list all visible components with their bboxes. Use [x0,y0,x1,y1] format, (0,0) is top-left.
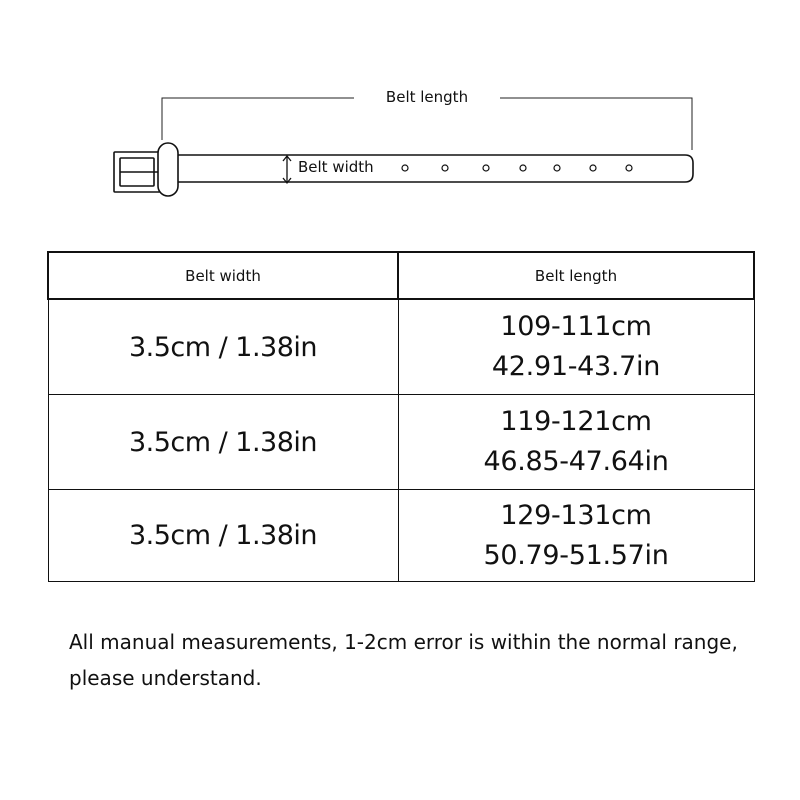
table-row [48,299,754,395]
header-belt-width: Belt width [48,252,398,299]
belt-width-label: Belt width [298,158,378,176]
header-belt-length: Belt length [398,252,754,299]
buckle-icon [114,152,160,192]
belt-diagram [0,0,800,230]
belt-hole [626,165,632,171]
length-in: 50.79-51.57in [483,539,669,571]
belt-hole [554,165,560,171]
length-in: 42.91-43.7in [491,351,661,382]
belt-strap [176,155,693,182]
length-cell [398,299,754,395]
belt-hole [520,165,526,171]
table-row [48,490,754,582]
width-cell: 3.5cm / 1.38in [48,395,398,490]
length-cell [398,490,754,582]
length-cm: 129-131cm [500,499,652,531]
measurement-note [69,624,769,696]
belt-keeper [158,143,178,196]
belt-hole [590,165,596,171]
length-cell [398,395,754,490]
note-line-2: please understand. [69,666,262,690]
belt-hole [402,165,408,171]
length-in: 46.85-47.64in [483,446,669,477]
length-cm: 109-111cm [500,311,652,342]
belt-hole [442,165,448,171]
table-header-row [48,252,754,299]
width-cell: 3.5cm / 1.38in [48,299,398,395]
table-row [48,395,754,490]
length-cm: 119-121cm [500,406,652,437]
note-line-1: All manual measurements, 1-2cm error is within the normal range, [69,630,738,654]
size-table [47,251,755,582]
belt-hole [483,165,489,171]
width-cell: 3.5cm / 1.38in [48,490,398,582]
belt-length-label: Belt length [354,88,500,106]
belt-illustration [0,0,800,230]
